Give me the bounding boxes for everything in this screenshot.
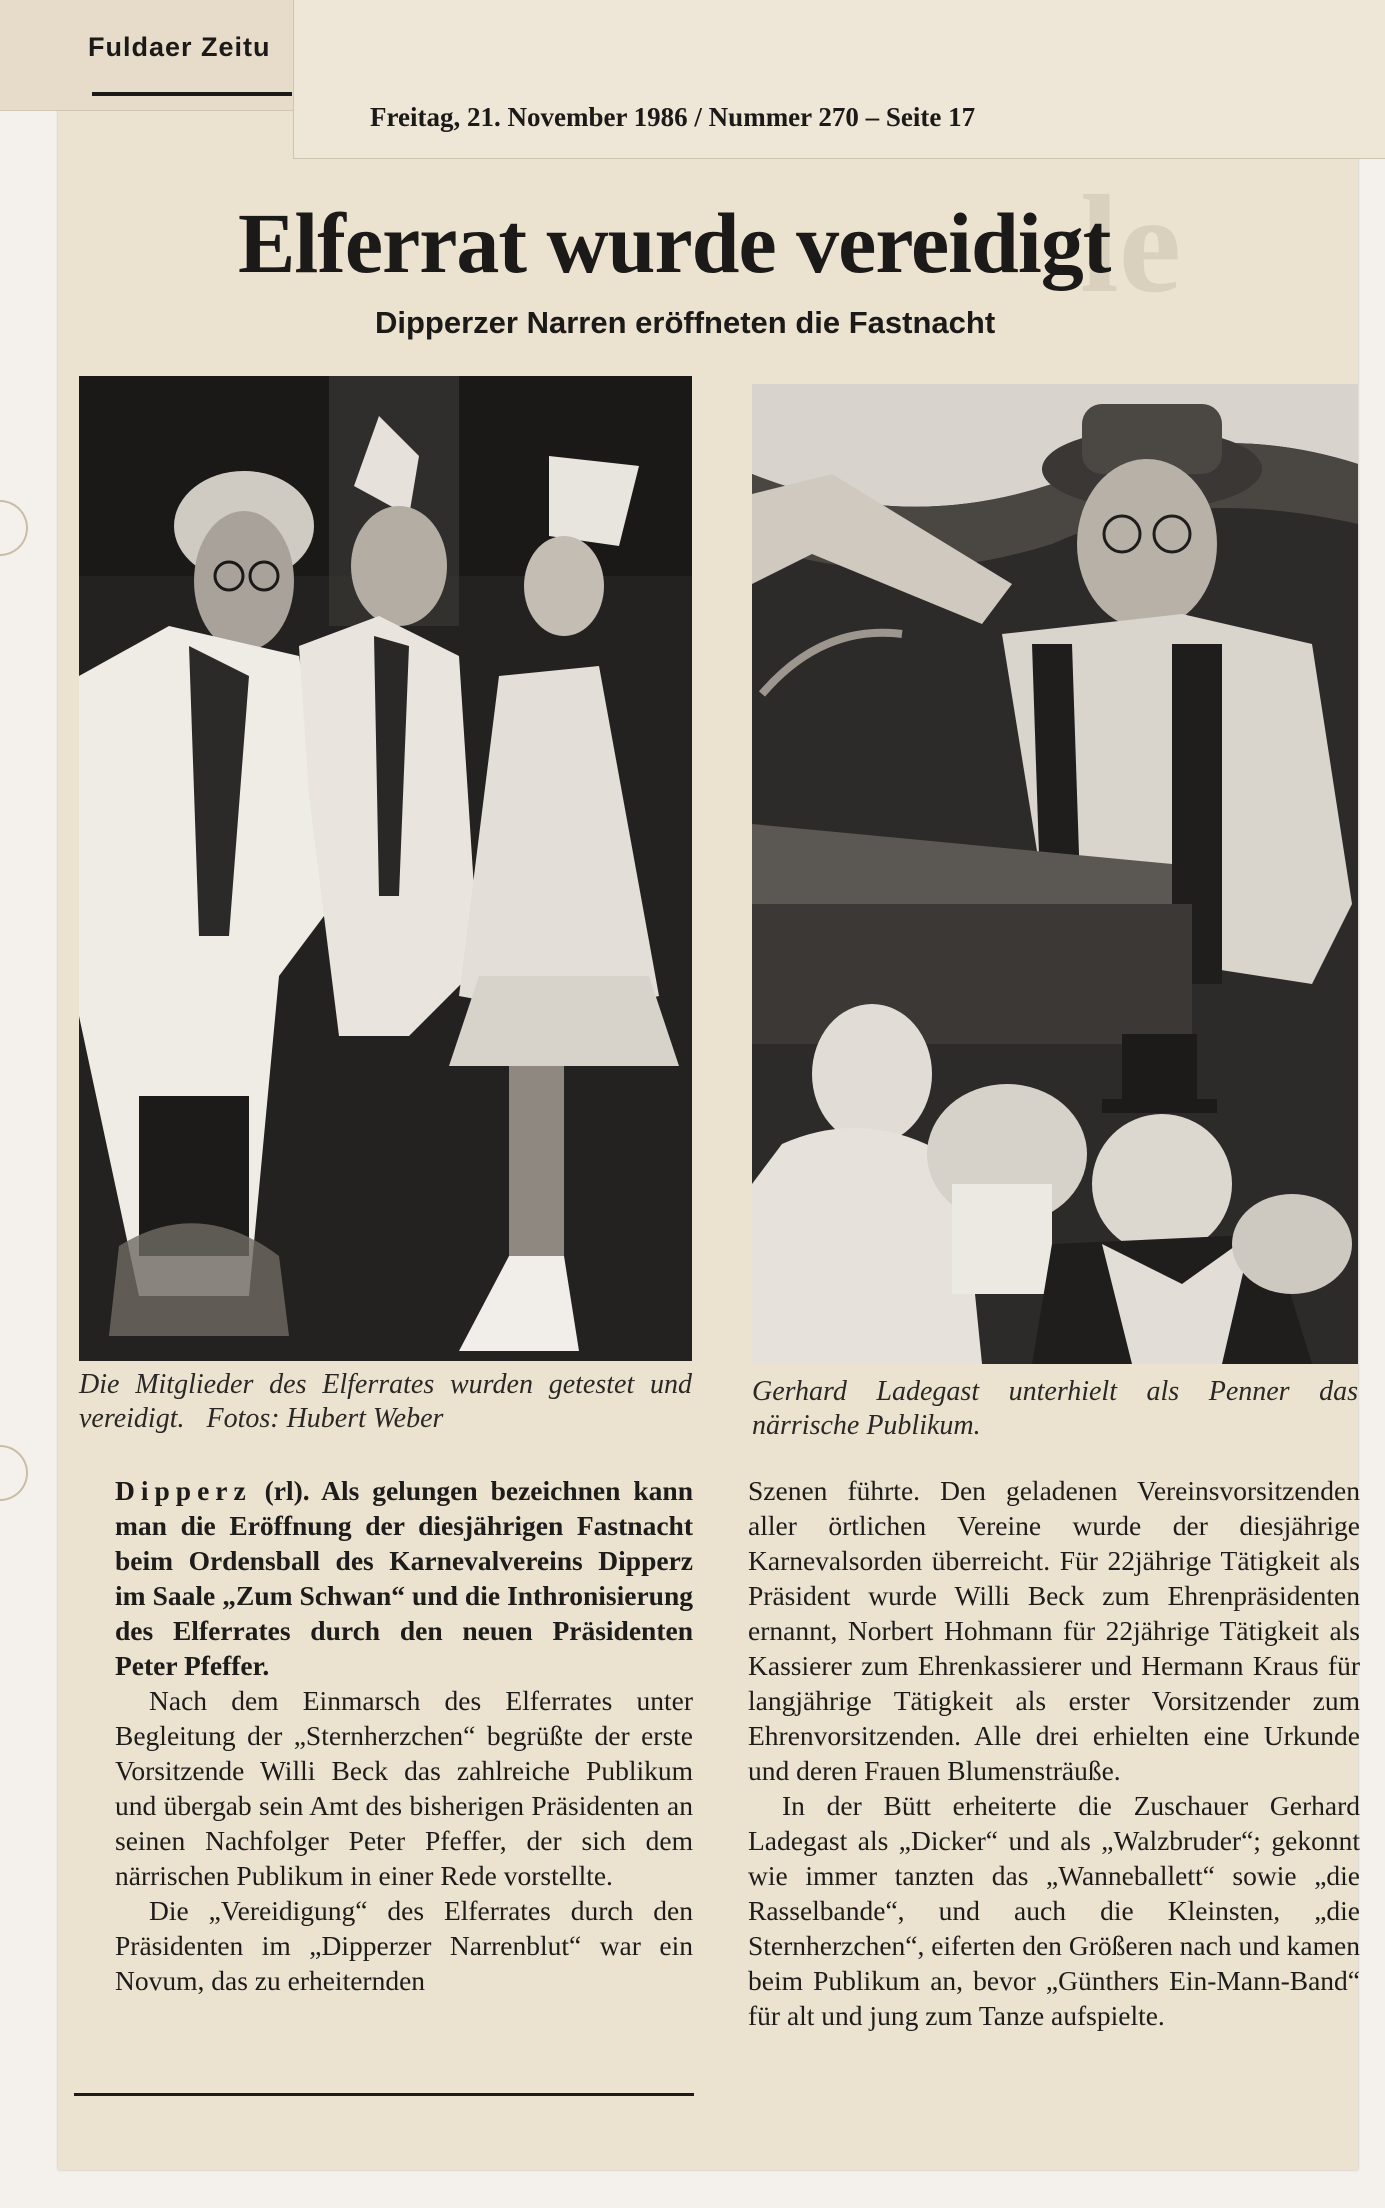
lead-dateline-town: Dipperz bbox=[115, 1475, 252, 1506]
photo-elferrat-members-image bbox=[79, 376, 692, 1361]
punch-hole-mark bbox=[0, 500, 28, 556]
column-end-rule bbox=[74, 2093, 694, 2096]
lead-author: (rl). bbox=[251, 1475, 310, 1506]
article-column-right bbox=[748, 1473, 1360, 2033]
photo-gerhard-ladegast bbox=[752, 384, 1358, 1364]
article-subheadline: Dipperzer Narren eröffneten die Fastnacht bbox=[375, 305, 996, 340]
photo-credit: Fotos: Hubert Weber bbox=[206, 1403, 444, 1434]
photo-elferrat-members bbox=[79, 376, 692, 1361]
masthead-rule bbox=[92, 92, 292, 96]
lead-paragraph bbox=[115, 1473, 693, 1683]
article-column-left bbox=[115, 1473, 693, 1998]
punch-hole-mark bbox=[0, 1445, 28, 1501]
body-paragraph: Nach dem Einmarsch des Elferrates unter Begleitung der „Sternherzchen“ begrüßte der erste Vorsitzende Willi Beck das zahlreiche Publikum und übergab sein Amt des bisherigen Präsidenten an seinen Nachfolger Peter Pfeffer, der sich dem närrischen Publikum in einer Rede vorstellte. bbox=[115, 1685, 693, 1891]
dateline-strip bbox=[293, 0, 1385, 159]
photo-left-caption-text: Die Mitglieder des Elferrates wurden getestet und vereidigt. bbox=[79, 1369, 692, 1434]
body-paragraph: In der Bütt erheiterte die Zuschauer Gerhard Ladegast als „Dicker“ und als „Walzbruder“; gekonnt wie immer tanzten das „Wanneballett“ sowie „die Rasselbande“, und auch die Kleinsten, „die Sternherzchen“, eiferten den Größeren nach und kamen beim Publikum an, bevor „Günthers Ein-Mann-Band“ für alt und jung zum Tanze aufspielte. bbox=[748, 1790, 1360, 2031]
bleed-through-print: le bbox=[1080, 175, 1182, 322]
photo-left-caption bbox=[79, 1368, 692, 1436]
photo-gerhard-ladegast-image bbox=[752, 384, 1358, 1364]
body-paragraph-continued: Szenen führte. Den geladenen Vereinsvorsitzenden aller örtlichen Vereine wurde der diesjährige Karnevalsorden überreicht. Für 22jährige Tätigkeit als Präsident wurde Willi Beck zum Ehrenpräsidenten ernannt, Norbert Hohmann für 22jährige Tätigkeit als Kassierer zum Ehrenkassierer und Hermann Kraus für langjährige Tätigkeit als erster Vorsitzender zum Ehrenvorsitzenden. Alle drei erhielten eine Urkunde und deren Frauen Blumensträuße. bbox=[748, 1475, 1360, 1786]
article-headline: Elferrat wurde vereidigt bbox=[238, 195, 1111, 291]
photo-right-caption: Gerhard Ladegast unterhielt als Penner das närrische Publikum. bbox=[752, 1376, 1358, 1441]
issue-dateline: Freitag, 21. November 1986 / Nummer 270 – Seite 17 bbox=[370, 102, 976, 132]
body-paragraph: Die „Vereidigung“ des Elferrates durch den Präsidenten im „Dipperzer Narrenblut“ war ein Novum, das zu erheiternden bbox=[115, 1895, 693, 1996]
lead-text: Als gelungen bezeichnen kann man die Eröffnung der diesjährigen Fastnacht beim Ordensball des Karnevalvereins Dipperz im Saale „Zum Schwan“ und die Inthronisierung des Elferrates durch den neuen Präsidenten Peter Pfeffer. bbox=[115, 1475, 693, 1681]
newspaper-masthead: Fuldaer Zeitu bbox=[88, 32, 271, 62]
